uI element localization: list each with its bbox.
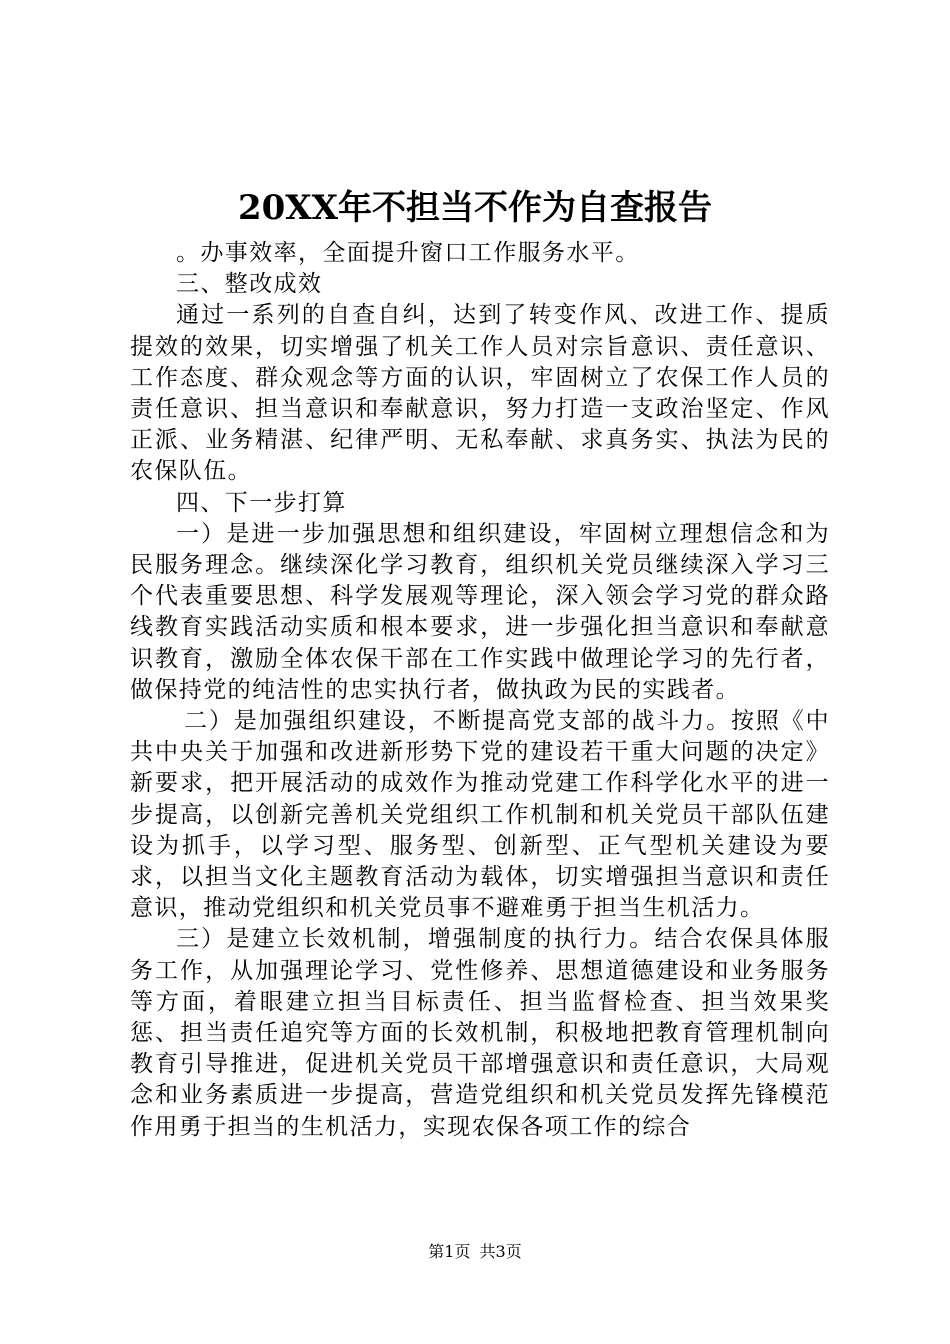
paragraph-results: 通过一系列的自查自纠，达到了转变作风、改进工作、提质提效的效果，切实增强了机关工作人员对宗旨意识、责任意识、工作态度、群众观念等方面的认识，牢固树立了农保工作人员的责任意识、担当意识和奉献意识，努力打造一支政治坚定、作风正派、业务精湛、纪律严明、无私奉献、求真务实、执法为民的农保队伍。 xyxy=(130,302,830,485)
paragraph-step-three: 三）是建立长效机制，增强制度的执行力。结合农保具体服务工作，从加强理论学习、党性修养、思想道德建设和业务服务等方面，着眼建立担当目标责任、担当监督检查、担当效果奖惩、担当责任追究等方面的长效机制，积极地把教育管理机制向教育引导推进，促进机关党员干部增强意识和责任意识，大局观念和业务素质进一步提高，营造党组织和机关党员发挥先锋模范作用勇于担当的生机活力，实现农保各项工作的综合 xyxy=(130,926,830,1140)
document-body xyxy=(130,238,830,1143)
paragraph-step-one: 一）是进一步加强思想和组织建设，牢固树立理想信念和为民服务理念。继续深化学习教育，组织机关党员继续深入学习三个代表重要思想、科学发展观等理论，深入领会学习党的群众路线教育实践活动实质和根本要求，进一步强化担当意识和奉献意识教育，激励全体农保干部在工作实践中做理论学习的先行者，做保持党的纯洁性的忠实执行者，做执政为民的实践者。 xyxy=(130,520,830,703)
section-heading-next-steps: 四、下一步打算 xyxy=(176,489,347,516)
page-footer xyxy=(0,1240,950,1264)
paragraph-continuation: 。办事效率，全面提升窗口工作服务水平。 xyxy=(176,240,640,266)
page-number: 第1页 xyxy=(428,1242,471,1261)
document-title: 20XX年不担当不作为自查报告 xyxy=(237,188,713,228)
paragraph-step-two: 二）是加强组织建设，不断提高党支部的战斗力。按照《中共中央关于加强和改进新形势下党的建设若干重大问题的决定》新要求，把开展活动的成效作为推动党建工作科学化水平的进一步提高，以创新完善机关党组织工作机制和机关党员干部队伍建设为抓手，以学习型、服务型、创新型、正气型机关建设为要求，以担当文化主题教育活动为载体，切实增强担当意识和责任意识，推动党组织和机关党员事不避难勇于担当生机活力。 xyxy=(130,708,830,922)
section-heading-results: 三、整改成效 xyxy=(176,271,323,298)
page-total: 共3页 xyxy=(479,1242,522,1261)
